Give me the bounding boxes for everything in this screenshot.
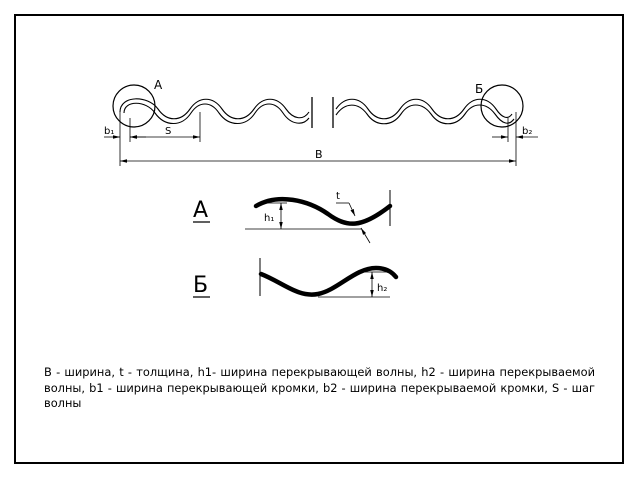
corrugated-profile: [120, 97, 514, 128]
callout-label-b: Б: [475, 82, 484, 96]
legend-caption: В - ширина, t - толщина, h1- ширина перекрывающей волны, h2 - ширина перекрываемой волны, b1 - ширина перекрывающей кромки, b2 - ширина перекрываемой кромки, S - шаг волны: [44, 365, 595, 410]
dim-label-b2: b₂: [522, 126, 533, 137]
dim-label-s: S: [165, 126, 172, 137]
detail-b: [260, 258, 396, 297]
dim-label-total: В: [315, 148, 323, 161]
dim-label-h1: h₁: [264, 213, 275, 224]
profile-left-outer: [120, 99, 309, 119]
detail-b-title: Б: [193, 273, 209, 298]
dim-label-t: t: [336, 191, 340, 202]
profile-left-inner: [124, 103, 309, 123]
dim-label-b1: b₁: [104, 126, 115, 137]
dim-label-h2: h₂: [377, 283, 388, 294]
dim-t-arrow-2: [361, 228, 370, 243]
dim-t-arrow-1: [349, 203, 355, 216]
callout-circle-a: [113, 85, 155, 127]
detail-a-title: А: [193, 198, 209, 223]
callout-label-a: А: [154, 78, 163, 92]
